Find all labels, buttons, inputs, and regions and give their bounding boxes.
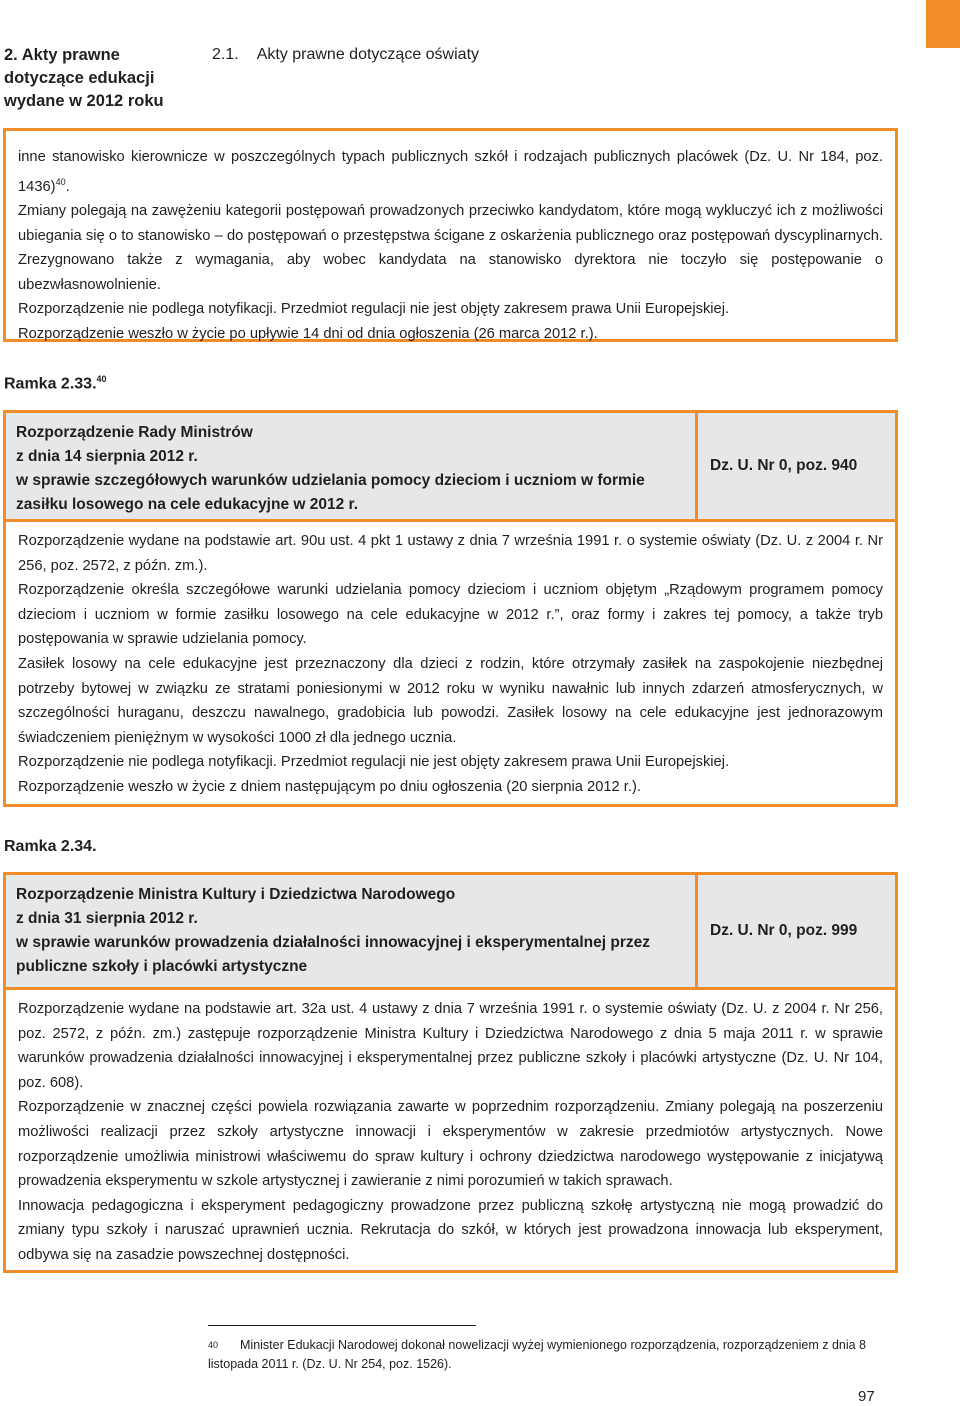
r234-para-2: Rozporządzenie w znacznej części powiela rozwiązania zawarte w poprzednim rozporządzeniu. Zmiany polegają na poszerzeniu możliwości realizacji przez szkoły artystyczne innowacji i eksperymentów w zakresie przedmiotów artystycznych. Nowe rozporządzenie umożliwia ministrowi właściwemu do spraw kultury i ochrony dziedzictwa narodowego występowanie z inicjatywą prowadzenia eksperymentu w szkole artystycznej i zawieranie z nimi porozumień w takich sprawach. bbox=[18, 1099, 883, 1190]
box1-para-4: Rozporządzenie weszło w życie po upływie 14 dni od dnia ogłoszenia (26 marca 2012 r.). bbox=[18, 326, 598, 343]
frame-label-233: Ramka 2.33.40 bbox=[4, 374, 107, 393]
footnote bbox=[208, 1336, 898, 1373]
frame-header-233 bbox=[3, 410, 898, 522]
frame-header-234 bbox=[3, 872, 898, 990]
frame-body-233 bbox=[3, 519, 898, 807]
frame-title-233: Rozporządzenie Rady Ministrów z dnia 14 sierpnia 2012 r. w sprawie szczegółowych warunków udzielania pomocy dzieciom i uczniom w formie zasiłku losowego na cele edukacyjne w 2012 r. bbox=[6, 413, 698, 519]
continued-frame bbox=[3, 128, 898, 342]
frame-reference-234: Dz. U. Nr 0, poz. 999 bbox=[710, 922, 858, 939]
frame-title-234: Rozporządzenie Ministra Kultury i Dziedzictwa Narodowego z dnia 31 sierpnia 2012 r. w sprawie warunków prowadzenia działalności innowacyjnej i eksperymentalnej przez publiczne szkoły i placówki artystyczne bbox=[6, 875, 698, 987]
box1-para-2: Zmiany polegają na zawężeniu kategorii postępowań prowadzonych przeciwko kandydatom, które mogą wykluczyć ich z możliwości ubiegania się o to stanowisko – do postępowań o przestępstwa ścigane z oskarżenia publicznego oraz postępowań dyscyplinarnych. Zrezygnowano także z wymagania, aby wobec kandydata na stanowisko dyrektora nie toczyło się postępowanie o ubezwłasnowolnienie. bbox=[18, 203, 883, 293]
chapter-title: 2. Akty prawne dotyczące edukacji wydane w 2012 roku bbox=[4, 46, 164, 110]
frame-reference-233: Dz. U. Nr 0, poz. 940 bbox=[710, 457, 858, 474]
footnote-number: 40 bbox=[208, 1340, 219, 1350]
frame-label-234: Ramka 2.34. bbox=[4, 838, 97, 855]
r233-para-2: Rozporządzenie określa szczegółowe warunki udzielania pomocy dzieciom i uczniom objętym „Rządowym programem pomocy dzieciom i uczniom w formie zasiłku losowego na cele edukacyjne w 2012 r.”, oraz formy i zakres tej pomocy, a także tryb postępowania w sprawie udzielania pomocy. bbox=[18, 582, 883, 648]
frame-body-234 bbox=[3, 987, 898, 1273]
r233-para-3: Zasiłek losowy na cele edukacyjne jest przeznaczony dla dzieci z rodzin, które otrzymały zasiłek na zaspokojenie niezbędnej potrzeby bytowej w związku ze stratami poniesionymi w 2012 roku w wyniku nawałnic lub innych zdarzeń atmosferycznych, w szczególności huraganu, deszczu nawalnego, gradobicia lub powodzi. Zasiłek losowy na cele edukacyjne jest jednorazowym świadczeniem pieniężnym w wysokości 1000 zł dla jednego ucznia. bbox=[18, 655, 883, 746]
page-number: 97 bbox=[858, 1388, 875, 1405]
footnote-text: Minister Edukacji Narodowej dokonał nowelizacji wyżej wymienionego rozporządzenia, rozporządzeniem z dnia 8 listopada 2011 r. (Dz. U. Nr 254, poz. 1526). bbox=[208, 1338, 867, 1371]
r234-para-3: Innowacja pedagogiczna i eksperyment pedagogiczny prowadzone przez publiczną szkołę artystyczną nie mogą prowadzić do zmiany typu szkoły i naruszać uprawnień ucznia. Rekrutacja do szkół, w których jest prowadzona innowacja lub eksperyment, odbywa się na zasadzie powszechnej dostępności. bbox=[18, 1197, 883, 1263]
box1-para-3: Rozporządzenie nie podlega notyfikacji. Przedmiot regulacji nie jest objęty zakresem prawa Unii Europejskiej. bbox=[18, 301, 730, 318]
corner-tab bbox=[926, 0, 960, 48]
r233-para-1: Rozporządzenie wydane na podstawie art. 90u ust. 4 pkt 1 ustawy z dnia 7 września 1991 r. o systemie oświaty (Dz. U. z 2004 r. Nr 256, poz. 2572, z późn. zm.). bbox=[18, 533, 883, 574]
r234-para-1: Rozporządzenie wydane na podstawie art. 32a ust. 4 ustawy z dnia 7 września 1991 r. o systemie oświaty (Dz. U. z 2004 r. Nr 256, poz. 2572, z późn. zm.) zastępuje rozporządzenie Ministra Kultury i Dziedzictwa Narodowego z dnia 5 maja 2011 r. w sprawie warunków prowadzenia działalności innowacyjnej i eksperymentalnej przez publiczne szkoły i placówki artystyczne (Dz. U. Nr 104, poz. 608). bbox=[18, 1001, 883, 1091]
r233-para-5: Rozporządzenie weszło w życie z dniem następującym po dniu ogłoszenia (20 sierpnia 2012 r.). bbox=[18, 778, 641, 795]
section-number: 2.1. bbox=[212, 46, 239, 63]
section-title: Akty prawne dotyczące oświaty bbox=[256, 46, 480, 63]
footnote-divider bbox=[208, 1325, 476, 1326]
footnote-ref: 40 bbox=[55, 176, 66, 187]
r233-para-4: Rozporządzenie nie podlega notyfikacji. Przedmiot regulacji nie jest objęty zakresem prawa Unii Europejskiej. bbox=[18, 754, 730, 771]
section-heading bbox=[212, 46, 479, 64]
box1-para-1: inne stanowisko kierownicze w poszczególnych typach publicznych szkół i rodzajach publicznych placówek (Dz. U. Nr 184, poz. 1436)$^{40}$. bbox=[18, 149, 883, 195]
